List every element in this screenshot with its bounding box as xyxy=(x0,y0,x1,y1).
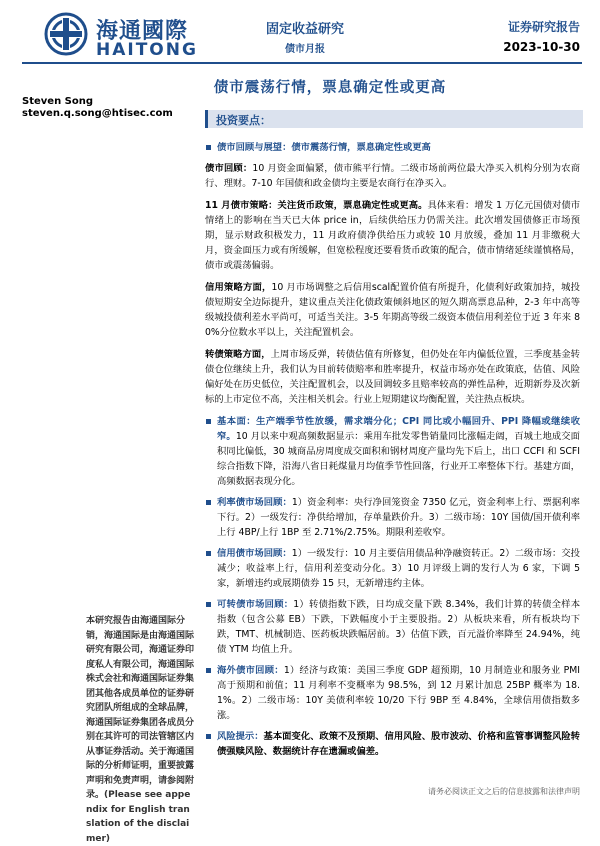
logo-chinese-text: 海通國際 xyxy=(96,19,189,44)
para-cb-strategy-text: 上周市场反弹，转债估值有所修复，但仍处在年内偏低位置，三季度基金转债仓位继续上升，我们认为目前转债赔率和胜率提升，权益市场亦处在政策底，估值、风险偏好处在历史低位，关注配置机会，以及回调较多且赔率较高的弹性品种，近期新券及次新标的上市定位不高，关注相关机会。行业上短期建议均衡配置，关注热点板块。 xyxy=(205,349,580,405)
para-review xyxy=(205,161,580,191)
para-review-label: 债市回顾： xyxy=(205,163,253,174)
investment-highlights-header xyxy=(205,110,583,128)
page-title: 债市震荡行情，票息确定性或更高 xyxy=(213,80,447,96)
bullet-convertible xyxy=(205,597,580,657)
footer-note: 请务必阅读正文之后的信息披露和法律声明 xyxy=(428,787,580,796)
bullet-fundamentals xyxy=(205,414,580,489)
bullet-rates-text: 1）资金利率：央行净回笼资金 7350 亿元，资金利率上行、票据利率下行。2）一级发行：净供给增加，存单量跌价升。3）二级市场：10Y 国债/国开债利率上行 4BP/上行 1BP 至 2.71%/2.75%。期限利差收窄。 xyxy=(217,497,580,538)
para-review-text: 10 月资金面偏紧，债市熊平行情。二级市场前两位最大净买入机构分别为农商行、理财。7-10 年国债和政金债均主要是农商行在净买入。 xyxy=(205,163,580,189)
bullet-risk xyxy=(205,729,580,759)
investment-highlights-label: 投资要点： xyxy=(216,114,271,127)
bullet-rates xyxy=(205,495,580,540)
report-date: 2023-10-30 xyxy=(503,40,580,54)
bullet-review-title: 债市回顾与展望：债市震荡行情，票息确定性或更高 xyxy=(217,142,431,153)
bullet-overseas xyxy=(205,663,580,723)
disclaimer-text: 本研究报告由海通国际分销，海通国际是由海通国际研究有限公司，海通证券印度私人有限公司，海通国际株式会社和海通国际证券集团其他各成员单位的证券研究团队所组成的全球品牌，海通国际证券集团各成员分别在其许可的司法管辖区内从事证券活动。关于海通国际的分析师证明，重要披露声明和免责声明，请参阅附录。(Please see appendix for English translation of the disclaimer) xyxy=(86,616,195,844)
header-divider xyxy=(22,62,582,64)
para-cb-strategy-label: 转债策略方面， xyxy=(205,349,271,360)
bullet-rates-label: 利率债市场回顾： xyxy=(217,497,292,508)
bullet-risk-text: 基本面变化、政策不及预期、信用风险、股市波动、价格和监管事调整风险转债强赎风险、数据统计存在遗漏或偏差。 xyxy=(217,731,580,757)
bullet-convertible-label: 可转债市场回顾： xyxy=(217,599,294,610)
bullet-credit-label: 信用债市场回顾： xyxy=(217,548,292,559)
para-credit-strategy-text: 10 月市场调整之后信用scal配置价值有所提升，化债利好政策加持，城投债短期安全边际提升，建议重点关注化债政策倾斜地区的短久期高票息品种，2-3 年中高等级城投债利差水平尚可，可适当关注。3-5 年期高等级二级资本债信用利差位于近 3 年来 80%分位数水平以上，关注配置机会。 xyxy=(205,282,580,338)
para-strategy-label: 11 月债市策略：关注货币政策，票息确定性或更高。 xyxy=(205,200,428,211)
bullet-credit-text: 1）一级发行：10 月主要信用债品种净融资转正。2）二级市场：交投减少；收益率上行，信用利差变动分化。3）10 月评级上调的发行人为 6 家，下调 5 家，新增违约或展期债券 15 只，无新增违约主体。 xyxy=(217,548,580,589)
para-cb-strategy xyxy=(205,347,580,407)
report-subtype: 债市月报 xyxy=(285,44,325,55)
bullet-fundamentals-text: 10 月以来中观高频数据显示：乘用车批发零售销量同比涨幅走阔，百城土地成交面积同比偏低，30 城商品房周度成交面积和钢材周度产量均先下后上，出口 CCFI 和 SCFI 综合指数下降，沿海八省日耗煤量月均值季节性回落，行业开工率整体下行。基建方面，高频数据表现分化。 xyxy=(217,431,580,487)
bullet-convertible-text: 1）转债指数下跌，日均成交量下跌 8.34%，我们计算的转债全样本指数（包含公募 EB）下跌，下跌幅度小于主要股指。2）从板块来看，所有板块均下跌，TMT、机械制造、医药板块跌幅居前。3）估值下跌，百元溢价率降至 24.94%，纯债 YTM 均值上升。 xyxy=(217,599,580,655)
bullet-risk-label: 风险提示： xyxy=(217,731,264,742)
report-label: 证券研究报告 xyxy=(507,20,580,34)
report-type: 固定收益研究 xyxy=(265,22,344,37)
para-credit-strategy-label: 信用策略方面， xyxy=(205,282,272,293)
bullet-review xyxy=(205,140,580,155)
logo-english-text: HAITONG xyxy=(96,40,198,60)
haitong-logo xyxy=(44,12,244,60)
para-strategy-text: 具体来看：增发 1 万亿元国债对债市情绪上的影响在当天已大体 price in，后续供给压力仍需关注。此次增发国债修正市场预期，显示财政积极发力，11 月政府债净供给压力或较 10 月放缓，叠加 11 月非缴税大月，资金面压力或有所缓解，但宽松程度还要看货币政策的配合，债市情绪延续谨慎格局，债市或震荡偏弱。 xyxy=(205,200,580,271)
haitong-logo-icon xyxy=(44,12,88,56)
author-email[interactable]: steven.q.song@htisec.com xyxy=(22,108,173,119)
author-name: Steven Song xyxy=(22,96,94,107)
author-block xyxy=(22,96,173,120)
bullet-credit xyxy=(205,546,580,591)
bullet-overseas-label: 海外债市回顾： xyxy=(217,665,284,676)
para-strategy xyxy=(205,198,580,273)
investment-highlights-body xyxy=(205,140,580,765)
para-credit-strategy xyxy=(205,280,580,340)
bullet-fundamentals-label: 基本面：生产端季节性放缓，需求端分化；CPI 同比或小幅回升、PPI 降幅或继续收窄。 xyxy=(217,416,580,442)
bullet-overseas-text: 1）经济与政策：美国三季度 GDP 超预期，10 月制造业和服务业 PMI 高于预期和前值；11 月利率不变概率为 98.5%，到 12 月累计加息 25BP 概率为 18.1%。2）二级市场：10Y 美债利率较 10/20 下行 9BP 至 4.84%，全球信用债指数多涨。 xyxy=(217,665,580,721)
